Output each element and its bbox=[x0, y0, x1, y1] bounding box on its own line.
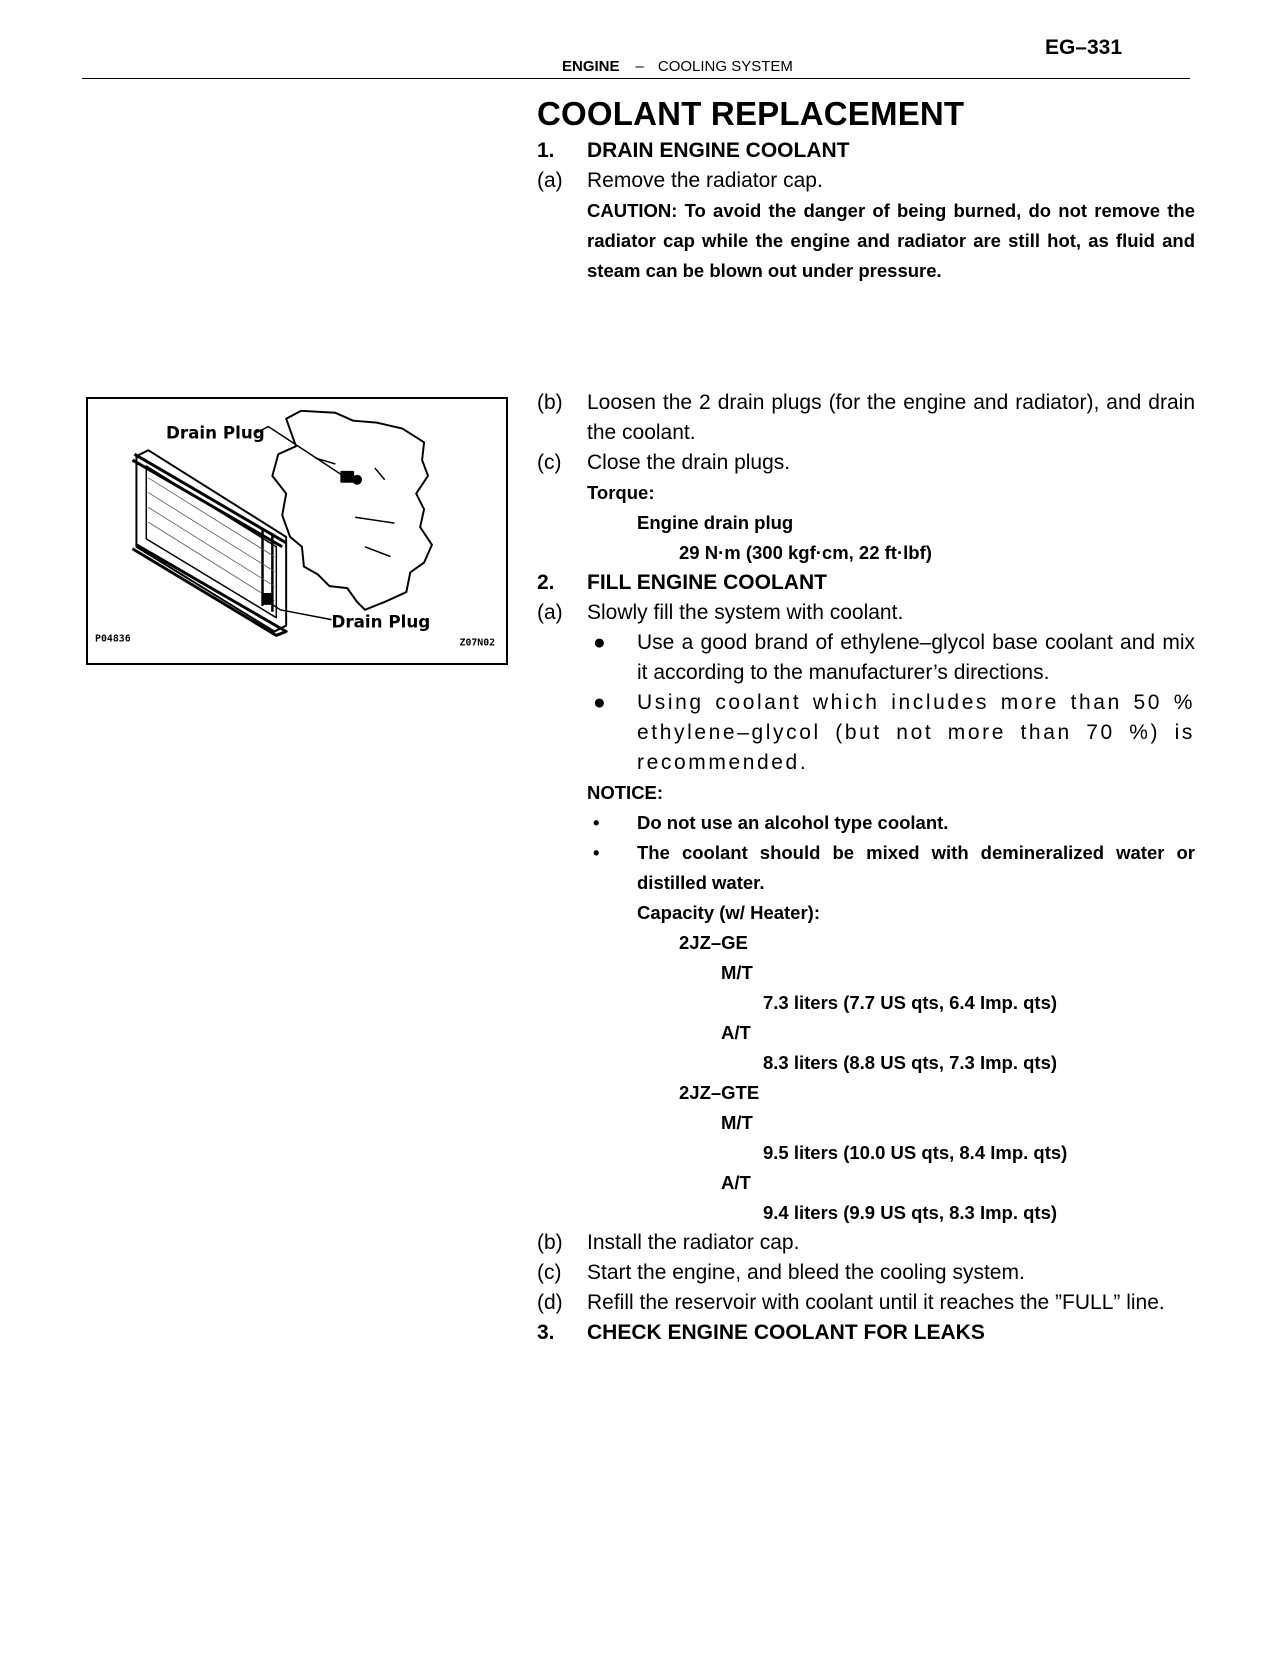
engine-name: 2JZ–GTE bbox=[679, 1082, 760, 1103]
radiator-engine-illustration bbox=[88, 399, 506, 663]
step-number: 1. bbox=[537, 139, 555, 162]
notice-text: Do not use an alcohol type coolant. bbox=[637, 812, 949, 833]
notice-bullet bbox=[587, 838, 1195, 898]
transmission-label: M/T bbox=[721, 962, 753, 983]
step-number: 3. bbox=[537, 1321, 555, 1344]
step-heading: DRAIN ENGINE COOLANT bbox=[587, 139, 850, 162]
main-content bbox=[537, 94, 1195, 1348]
step-2d bbox=[537, 1288, 1195, 1318]
capacity-label: Capacity (w/ Heater): bbox=[637, 902, 820, 923]
figure-label-top: Drain Plug bbox=[165, 422, 265, 443]
radiator-fin-lines bbox=[148, 478, 274, 601]
bullet-item bbox=[587, 688, 1195, 778]
engine-detail bbox=[316, 458, 395, 557]
drain-plug-figure bbox=[86, 397, 508, 665]
bullet-text: Use a good brand of ethylene–glycol base coolant and mix it according to the manufacturer’s directions. bbox=[637, 631, 1195, 684]
bullet-icon: • bbox=[593, 842, 600, 863]
torque-value: 29 N·m (300 kgf·cm, 22 ft·lbf) bbox=[679, 542, 932, 563]
leader-top bbox=[257, 427, 344, 476]
transmission-label: A/T bbox=[721, 1022, 751, 1043]
header-rule bbox=[82, 78, 1190, 79]
step-2b bbox=[537, 1228, 1195, 1258]
radiator-drain-plug bbox=[263, 594, 273, 604]
bullet-icon: • bbox=[593, 812, 600, 833]
substep-label: (a) bbox=[537, 601, 563, 624]
leader-bottom bbox=[268, 602, 331, 620]
header-section: ENGINE bbox=[562, 58, 620, 75]
substep-label: (d) bbox=[537, 1291, 563, 1314]
bullet-icon: ● bbox=[593, 691, 606, 714]
step-1-heading bbox=[537, 136, 1195, 166]
step-number: 2. bbox=[537, 571, 555, 594]
substep-label: (a) bbox=[537, 169, 563, 192]
engine-outline bbox=[272, 411, 432, 610]
step-1c bbox=[537, 448, 1195, 478]
step-3-heading bbox=[537, 1318, 1195, 1348]
substep-label: (b) bbox=[537, 1231, 563, 1254]
capacity-value: 7.3 liters (7.7 US qts, 6.4 Imp. qts) bbox=[763, 992, 1058, 1013]
bullet-icon: ● bbox=[593, 631, 606, 654]
substep-text: Close the drain plugs. bbox=[587, 451, 791, 474]
running-header bbox=[562, 58, 793, 75]
substep-text: Start the engine, and bleed the cooling system. bbox=[587, 1261, 1025, 1284]
bullet-text: Using coolant which includes more than 50 % ethylene–glycol (but not more than 70 %) is recommended. bbox=[637, 691, 1195, 774]
substep-text: Slowly fill the system with coolant. bbox=[587, 601, 904, 624]
step-1a bbox=[537, 166, 1195, 196]
step-2c bbox=[537, 1258, 1195, 1288]
torque-label: Torque: bbox=[587, 482, 655, 503]
engine-name: 2JZ–GE bbox=[679, 932, 748, 953]
page-number: EG–331 bbox=[1044, 36, 1122, 59]
substep-text: Refill the reservoir with coolant until it reaches the ”FULL” line. bbox=[587, 1291, 1165, 1314]
page-title: COOLANT REPLACEMENT bbox=[537, 95, 965, 132]
notice-label: NOTICE: bbox=[587, 782, 664, 803]
header-dash: – bbox=[635, 58, 644, 75]
capacity-value: 9.4 liters (9.9 US qts, 8.3 Imp. qts) bbox=[763, 1202, 1058, 1223]
step-2a bbox=[537, 598, 1195, 628]
step-1b bbox=[537, 388, 1195, 448]
notice-bullet bbox=[587, 808, 1195, 838]
substep-label: (c) bbox=[537, 451, 562, 474]
transmission-label: A/T bbox=[721, 1172, 751, 1193]
transmission-label: M/T bbox=[721, 1112, 753, 1133]
substep-label: (b) bbox=[537, 391, 563, 414]
figure-code-left: P04836 bbox=[95, 633, 131, 645]
header-subsection: COOLING SYSTEM bbox=[657, 58, 793, 75]
figure-label-bottom: Drain Plug bbox=[331, 611, 431, 632]
step-heading: FILL ENGINE COOLANT bbox=[587, 571, 827, 594]
step-2-heading bbox=[537, 568, 1195, 598]
engine-drain-plug bbox=[341, 472, 353, 482]
figure-code-right: Z07N02 bbox=[459, 637, 496, 649]
step-heading: CHECK ENGINE COOLANT FOR LEAKS bbox=[587, 1321, 985, 1344]
capacity-value: 8.3 liters (8.8 US qts, 7.3 Imp. qts) bbox=[763, 1052, 1058, 1073]
substep-text: Loosen the 2 drain plugs (for the engine and radiator), and drain the coolant. bbox=[587, 391, 1195, 444]
bullet-item bbox=[587, 628, 1195, 688]
torque-item: Engine drain plug bbox=[637, 512, 794, 533]
substep-text: Remove the radiator cap. bbox=[587, 169, 823, 192]
spacer bbox=[537, 286, 1195, 388]
substep-label: (c) bbox=[537, 1261, 562, 1284]
capacity-value: 9.5 liters (10.0 US qts, 8.4 Imp. qts) bbox=[763, 1142, 1068, 1163]
substep-text: Install the radiator cap. bbox=[587, 1231, 800, 1254]
caution-text: CAUTION: To avoid the danger of being burned, do not remove the radiator cap while the engine and radiator are still hot, as fluid and steam can be blown out under pressure. bbox=[587, 200, 1195, 281]
notice-text: The coolant should be mixed with demineralized water or distilled water. bbox=[637, 842, 1195, 893]
